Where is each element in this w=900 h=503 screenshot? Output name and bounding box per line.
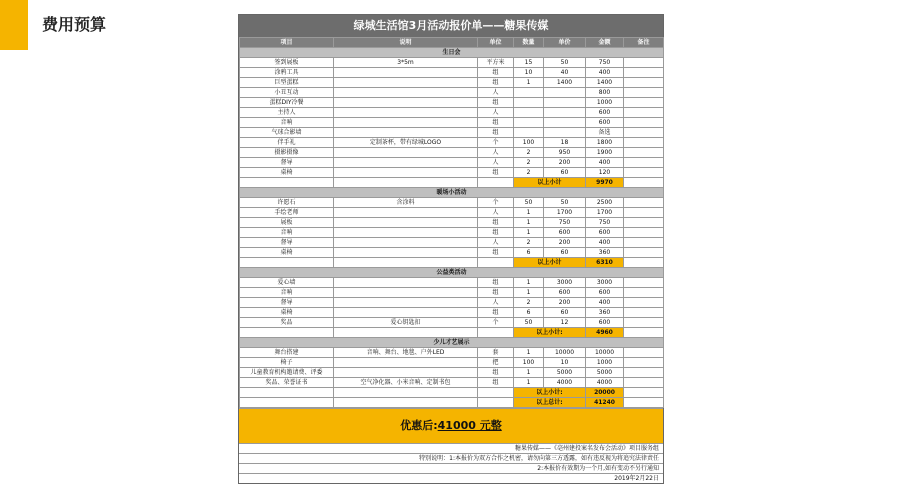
subtotal-value: 4960 (586, 328, 624, 338)
table-row (240, 378, 664, 388)
table-cell (624, 118, 664, 128)
table-cell: 60 (544, 168, 586, 178)
table-cell (624, 378, 664, 388)
subtotal-label: 以上小计 (514, 258, 586, 268)
table-cell (334, 248, 478, 258)
table-cell: 套 (478, 348, 514, 358)
table-cell: 1000 (586, 98, 624, 108)
subtotal-row (240, 258, 664, 268)
table-cell (624, 68, 664, 78)
note-line: 糖果传媒——《亳州建投案名发布会活动》项目服务组 (239, 444, 663, 454)
table-cell (334, 278, 478, 288)
table-cell: 组 (478, 218, 514, 228)
table-cell: 40 (544, 68, 586, 78)
table-cell: 组 (478, 278, 514, 288)
table-cell: 800 (586, 88, 624, 98)
table-cell (478, 328, 514, 338)
table-cell (624, 358, 664, 368)
table-cell: 伴手礼 (240, 138, 334, 148)
note-line: 2:本报价有效期为一个月,如有变动不另行通知 (239, 464, 663, 474)
col-header: 单价 (544, 38, 586, 48)
table-cell (624, 368, 664, 378)
table-cell (624, 348, 664, 358)
page-title: 费用预算 (42, 15, 107, 34)
table-cell: 120 (586, 168, 624, 178)
section-title: 少儿才艺展示 (240, 338, 664, 348)
table-cell: 360 (586, 308, 624, 318)
table-cell (240, 328, 334, 338)
table-cell: 3000 (544, 278, 586, 288)
table-cell: 1 (514, 288, 544, 298)
section-row (240, 338, 664, 348)
table-row (240, 158, 664, 168)
table-cell: 1900 (586, 148, 624, 158)
table-cell: 组 (478, 98, 514, 108)
table-cell: 奖品、荣誉证书 (240, 378, 334, 388)
table-row (240, 318, 664, 328)
table-cell: 个 (478, 318, 514, 328)
table-cell: 200 (544, 238, 586, 248)
discount-banner (239, 408, 663, 444)
table-row (240, 248, 664, 258)
table-cell: 50 (514, 318, 544, 328)
table-cell: 蛋糕DIY冷餐 (240, 98, 334, 108)
table-cell: 50 (544, 198, 586, 208)
table-cell: 组 (478, 128, 514, 138)
table-cell: 5000 (586, 368, 624, 378)
table-cell: 600 (586, 288, 624, 298)
table-cell: 1400 (544, 78, 586, 88)
table-cell: 涂鸦工具 (240, 68, 334, 78)
table-cell: 400 (586, 238, 624, 248)
table-cell: 空气净化器、小米音响、定制书包 (334, 378, 478, 388)
table-cell (624, 298, 664, 308)
table-cell: 人 (478, 88, 514, 98)
table-cell: 750 (586, 58, 624, 68)
table-cell: 600 (586, 228, 624, 238)
table-cell (334, 98, 478, 108)
section-title: 公益类活动 (240, 268, 664, 278)
table-row (240, 198, 664, 208)
subtotal-label: 以上小计: (514, 388, 586, 398)
table-cell: 1 (514, 78, 544, 88)
table-cell (334, 108, 478, 118)
table-row (240, 138, 664, 148)
table-cell (514, 98, 544, 108)
table-cell (240, 258, 334, 268)
table-cell: 5000 (544, 368, 586, 378)
table-cell: 10 (544, 358, 586, 368)
table-cell (544, 108, 586, 118)
table-cell (514, 88, 544, 98)
table-cell: 600 (586, 108, 624, 118)
table-cell: 人 (478, 148, 514, 158)
table-cell: 巨型蛋糕 (240, 78, 334, 88)
table-cell: 桌椅 (240, 248, 334, 258)
table-cell (624, 238, 664, 248)
grand-total-label: 以上总计: (514, 398, 586, 408)
sheet-title: 绿城生活馆3月活动报价单——糖果传媒 (239, 15, 663, 37)
table-cell: 1400 (586, 78, 624, 88)
table-cell (334, 158, 478, 168)
table-cell: 小丑互动 (240, 88, 334, 98)
table-cell: 18 (544, 138, 586, 148)
table-cell: 备选 (586, 128, 624, 138)
table-cell (624, 128, 664, 138)
table-cell: 400 (586, 298, 624, 308)
table-cell (334, 238, 478, 248)
table-cell: 10000 (586, 348, 624, 358)
subtotal-row (240, 388, 664, 398)
discount-prefix: 优惠后: (400, 419, 438, 432)
table-cell: 人 (478, 238, 514, 248)
table-cell: 200 (544, 298, 586, 308)
table-cell (334, 88, 478, 98)
quotation-table (239, 37, 664, 408)
table-cell (334, 78, 478, 88)
table-cell (624, 148, 664, 158)
table-cell: 2 (514, 148, 544, 158)
table-cell (334, 218, 478, 228)
grand-total-row (240, 398, 664, 408)
subtotal-row (240, 178, 664, 188)
table-cell: 600 (586, 318, 624, 328)
table-cell: 含涂料 (334, 198, 478, 208)
table-cell: 1 (514, 228, 544, 238)
table-cell (334, 258, 478, 268)
table-cell: 12 (544, 318, 586, 328)
table-cell: 10 (514, 68, 544, 78)
table-cell: 儿童教育机构邀请费、评委 (240, 368, 334, 378)
table-cell (334, 388, 478, 398)
table-cell (334, 398, 478, 408)
table-cell: 组 (478, 168, 514, 178)
table-cell: 2500 (586, 198, 624, 208)
table-cell (334, 208, 478, 218)
table-cell: 组 (478, 368, 514, 378)
table-row (240, 78, 664, 88)
table-cell: 600 (586, 118, 624, 128)
col-header: 项目 (240, 38, 334, 48)
subtotal-label: 以上小计 (514, 178, 586, 188)
table-cell: 摄影摄像 (240, 148, 334, 158)
table-cell: 个 (478, 198, 514, 208)
table-cell: 1 (514, 218, 544, 228)
table-row (240, 128, 664, 138)
table-row (240, 298, 664, 308)
table-cell (624, 318, 664, 328)
table-cell: 人 (478, 158, 514, 168)
table-cell: 音响 (240, 228, 334, 238)
table-cell: 组 (478, 78, 514, 88)
table-cell (624, 278, 664, 288)
col-header: 金额 (586, 38, 624, 48)
accent-bar (0, 0, 28, 50)
table-cell: 桌椅 (240, 168, 334, 178)
table-cell: 360 (586, 248, 624, 258)
table-cell (544, 88, 586, 98)
table-cell: 2 (514, 168, 544, 178)
subtotal-label: 以上小计: (514, 328, 586, 338)
table-cell (624, 398, 664, 408)
table-cell: 100 (514, 138, 544, 148)
table-cell: 1000 (586, 358, 624, 368)
table-cell (624, 288, 664, 298)
table-cell (624, 178, 664, 188)
table-cell (624, 208, 664, 218)
table-cell (240, 178, 334, 188)
table-cell: 6 (514, 248, 544, 258)
table-cell: 60 (544, 308, 586, 318)
table-cell: 1700 (586, 208, 624, 218)
table-cell: 人 (478, 208, 514, 218)
table-cell (514, 118, 544, 128)
table-cell: 桌椅 (240, 308, 334, 318)
table-row (240, 118, 664, 128)
table-cell: 400 (586, 158, 624, 168)
subtotal-value: 9970 (586, 178, 624, 188)
table-cell (624, 258, 664, 268)
table-row (240, 88, 664, 98)
table-cell (334, 118, 478, 128)
table-row (240, 308, 664, 318)
table-body (240, 48, 664, 408)
table-cell (334, 298, 478, 308)
header-row (240, 38, 664, 48)
table-cell: 1 (514, 368, 544, 378)
table-cell: 600 (544, 288, 586, 298)
table-cell (478, 258, 514, 268)
table-cell (334, 328, 478, 338)
table-row (240, 368, 664, 378)
table-cell (334, 358, 478, 368)
table-cell: 组 (478, 118, 514, 128)
table-row (240, 288, 664, 298)
table-cell: 400 (586, 68, 624, 78)
table-cell: 750 (544, 218, 586, 228)
subtotal-value: 20000 (586, 388, 624, 398)
table-cell: 4000 (544, 378, 586, 388)
table-cell: 3*5m (334, 58, 478, 68)
table-cell: 人 (478, 298, 514, 308)
table-cell: 气球合影墙 (240, 128, 334, 138)
table-cell: 组 (478, 378, 514, 388)
table-cell (624, 98, 664, 108)
table-cell: 爱心钥匙扣 (334, 318, 478, 328)
table-cell (334, 288, 478, 298)
col-header: 单位 (478, 38, 514, 48)
table-cell (240, 388, 334, 398)
table-cell: 10000 (544, 348, 586, 358)
table-cell (334, 68, 478, 78)
table-cell: 60 (544, 248, 586, 258)
table-cell: 展板 (240, 218, 334, 228)
table-cell (624, 138, 664, 148)
table-cell: 2 (514, 158, 544, 168)
table-cell: 音响、舞台、地毯、户外LED (334, 348, 478, 358)
table-cell: 1 (514, 208, 544, 218)
table-cell (334, 228, 478, 238)
table-cell: 4000 (586, 378, 624, 388)
table-cell: 950 (544, 148, 586, 158)
table-cell: 组 (478, 288, 514, 298)
table-cell: 平方米 (478, 58, 514, 68)
table-cell: 组 (478, 308, 514, 318)
grand-total-value: 41240 (586, 398, 624, 408)
table-cell: 1800 (586, 138, 624, 148)
table-cell: 手绘老师 (240, 208, 334, 218)
table-cell (624, 88, 664, 98)
table-row (240, 228, 664, 238)
table-cell: 个 (478, 138, 514, 148)
table-cell: 舞台搭建 (240, 348, 334, 358)
table-cell: 1 (514, 278, 544, 288)
table-row (240, 148, 664, 158)
table-cell (624, 248, 664, 258)
table-cell: 200 (544, 158, 586, 168)
table-cell: 奖品 (240, 318, 334, 328)
table-cell (334, 168, 478, 178)
table-cell (544, 118, 586, 128)
subtotal-value: 6310 (586, 258, 624, 268)
table-cell: 把 (478, 358, 514, 368)
table-cell (334, 308, 478, 318)
table-cell (544, 98, 586, 108)
table-cell (334, 128, 478, 138)
table-cell: 1 (514, 348, 544, 358)
section-row (240, 268, 664, 278)
section-title: 生日会 (240, 48, 664, 58)
table-cell (624, 198, 664, 208)
table-cell (478, 398, 514, 408)
table-cell: 2 (514, 298, 544, 308)
table-row (240, 238, 664, 248)
section-row (240, 48, 664, 58)
table-cell: 督导 (240, 298, 334, 308)
table-cell (624, 158, 664, 168)
table-cell: 定制茶杯，带有绿城LOGO (334, 138, 478, 148)
discount-amount: 41000 元整 (437, 419, 502, 432)
table-cell (624, 168, 664, 178)
table-cell (478, 388, 514, 398)
table-cell (624, 308, 664, 318)
table-cell: 6 (514, 308, 544, 318)
table-cell (624, 328, 664, 338)
table-cell: 组 (478, 68, 514, 78)
table-cell: 许愿石 (240, 198, 334, 208)
table-row (240, 278, 664, 288)
section-row (240, 188, 664, 198)
table-cell: 组 (478, 228, 514, 238)
table-cell (624, 78, 664, 88)
table-cell: 2 (514, 238, 544, 248)
table-row (240, 348, 664, 358)
col-header: 备注 (624, 38, 664, 48)
table-cell (334, 178, 478, 188)
table-row (240, 358, 664, 368)
table-cell: 音响 (240, 118, 334, 128)
table-cell: 750 (586, 218, 624, 228)
table-row (240, 98, 664, 108)
table-cell: 100 (514, 358, 544, 368)
notes (239, 444, 663, 483)
table-cell: 督导 (240, 158, 334, 168)
table-cell: 主持人 (240, 108, 334, 118)
table-cell (544, 128, 586, 138)
table-cell: 人 (478, 108, 514, 118)
table-cell (334, 368, 478, 378)
note-date: 2019年2月22日 (614, 475, 659, 482)
subtotal-row (240, 328, 664, 338)
quotation-sheet (238, 14, 664, 484)
note-line: 特别说明：1:本报价为双方合作之机密，请勿向第三方透露，如有违反视为将追究法律责任 (239, 454, 663, 464)
col-header: 说明 (334, 38, 478, 48)
table-cell: 50 (544, 58, 586, 68)
table-cell (624, 108, 664, 118)
section-title: 暖场小活动 (240, 188, 664, 198)
table-cell: 爱心墙 (240, 278, 334, 288)
table-cell (514, 108, 544, 118)
table-cell (624, 218, 664, 228)
table-cell: 音响 (240, 288, 334, 298)
table-row (240, 168, 664, 178)
table-cell (478, 178, 514, 188)
table-cell (240, 398, 334, 408)
col-header: 数量 (514, 38, 544, 48)
table-cell: 签到展板 (240, 58, 334, 68)
table-cell (514, 128, 544, 138)
table-cell: 组 (478, 248, 514, 258)
table-row (240, 208, 664, 218)
table-cell: 1 (514, 378, 544, 388)
table-row (240, 108, 664, 118)
table-cell (624, 228, 664, 238)
table-cell: 督导 (240, 238, 334, 248)
table-cell (624, 58, 664, 68)
table-row (240, 218, 664, 228)
table-cell: 50 (514, 198, 544, 208)
table-row (240, 68, 664, 78)
table-cell: 3000 (586, 278, 624, 288)
table-cell: 600 (544, 228, 586, 238)
table-cell (624, 388, 664, 398)
table-cell: 15 (514, 58, 544, 68)
table-row (240, 58, 664, 68)
table-cell: 椅子 (240, 358, 334, 368)
table-cell (334, 148, 478, 158)
table-cell: 1700 (544, 208, 586, 218)
